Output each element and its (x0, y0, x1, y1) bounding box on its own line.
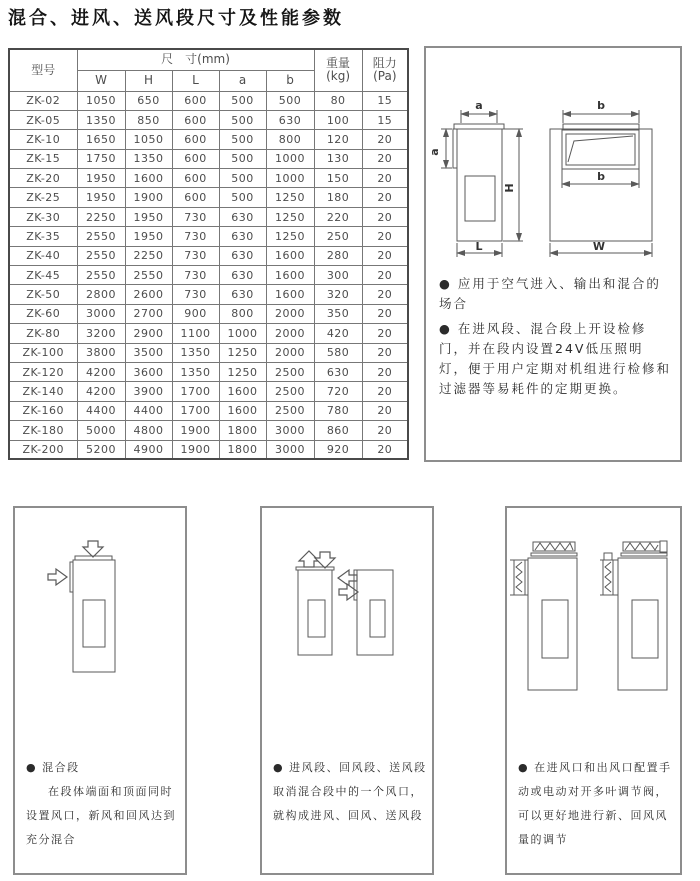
info-bullet-1: ● 应用于空气进入、输出和混合的场合 (439, 276, 661, 311)
table-cell: 20 (362, 130, 408, 149)
panel-body: ● 在进风口和出风口配置手动或电动对开多叶调节阀，可以更好地进行新、回风风量的调节 (518, 761, 672, 846)
table-cell: 20 (362, 188, 408, 207)
table-cell: 600 (172, 91, 219, 110)
table-row (9, 343, 408, 362)
damper-blade (568, 136, 633, 162)
access-door-left (308, 600, 325, 637)
table-cell: 20 (362, 362, 408, 381)
intake-return-supply-diagram (262, 508, 432, 750)
col-header-w: W (77, 70, 125, 91)
table-cell: 730 (172, 207, 219, 226)
table-cell: 600 (172, 149, 219, 168)
access-door (632, 600, 658, 658)
dim-label-a-left: a (428, 148, 441, 156)
table-cell: 4200 (77, 382, 125, 401)
side-top-flange (454, 124, 504, 129)
table-cell: 2600 (125, 285, 172, 304)
table-cell: ZK-60 (9, 304, 77, 323)
damper-option-note (518, 756, 676, 852)
unit-casing (618, 558, 667, 690)
side-access-door (465, 176, 495, 221)
table-cell: 20 (362, 421, 408, 440)
table-cell: 1950 (125, 207, 172, 226)
table-cell: ZK-20 (9, 169, 77, 188)
table-cell: 630 (314, 362, 362, 381)
table-cell: 4400 (77, 401, 125, 420)
table-cell: 1950 (77, 188, 125, 207)
table-cell: 420 (314, 324, 362, 343)
unit-casing-left (298, 570, 332, 655)
table-cell: ZK-160 (9, 401, 77, 420)
panel-body: 在段体端面和顶面同时设置风口，新风和回风达到充分混合 (26, 785, 176, 846)
intake-return-supply-note (273, 756, 428, 828)
side-damper-blades (605, 562, 611, 592)
table-cell: 20 (362, 324, 408, 343)
dim-label-b-top: b (597, 99, 605, 112)
table-cell: 15 (362, 110, 408, 129)
table-cell: 20 (362, 401, 408, 420)
table-cell: 600 (172, 130, 219, 149)
table-cell: 5000 (77, 421, 125, 440)
table-row (9, 382, 408, 401)
unit-casing-right (357, 570, 393, 655)
table-cell: 730 (172, 266, 219, 285)
table-cell: 630 (219, 285, 266, 304)
table-cell: 1600 (219, 382, 266, 401)
table-cell: 850 (125, 110, 172, 129)
table-cell: 2550 (125, 266, 172, 285)
col-header-b: b (266, 70, 314, 91)
side-damper-blades (516, 562, 522, 592)
table-cell: ZK-35 (9, 227, 77, 246)
table-cell: 780 (314, 401, 362, 420)
table-cell: 320 (314, 285, 362, 304)
table-row (9, 169, 408, 188)
table-cell: 2500 (266, 401, 314, 420)
table-cell: 1350 (172, 343, 219, 362)
table-cell: 2000 (266, 304, 314, 323)
table-cell: 730 (172, 227, 219, 246)
unit-with-motorized-dampers (600, 541, 667, 690)
table-cell: 20 (362, 285, 408, 304)
table-cell: 20 (362, 382, 408, 401)
table-cell: 900 (172, 304, 219, 323)
table-cell: 4800 (125, 421, 172, 440)
table-cell: 2250 (125, 246, 172, 265)
table-cell: 1900 (172, 440, 219, 459)
table-cell: 1950 (125, 227, 172, 246)
table-row (9, 227, 408, 246)
table-cell: 1700 (172, 401, 219, 420)
table-cell: 630 (219, 266, 266, 285)
mixing-section-note (26, 756, 181, 852)
table-cell: 1600 (266, 285, 314, 304)
table-row (9, 401, 408, 420)
unit-casing (528, 558, 577, 690)
table-cell: ZK-30 (9, 207, 77, 226)
dim-label-w: W (592, 240, 606, 253)
table-cell: 720 (314, 382, 362, 401)
table-cell: 4900 (125, 440, 172, 459)
table-row (9, 440, 408, 459)
table-cell: ZK-25 (9, 188, 77, 207)
table-cell: ZK-200 (9, 440, 77, 459)
table-cell: 630 (266, 110, 314, 129)
table-cell: 4200 (77, 362, 125, 381)
spec-table-body (9, 91, 408, 459)
table-cell: 150 (314, 169, 362, 188)
col-header-size-group: 尺 寸(mm) (77, 49, 314, 70)
table-cell: 1750 (77, 149, 125, 168)
table-cell: ZK-120 (9, 362, 77, 381)
col-header-weight-line2: (kg) (326, 69, 351, 84)
damper-opening-outer (562, 130, 639, 169)
unit-with-manual-dampers (510, 542, 577, 690)
table-cell: 1250 (219, 343, 266, 362)
table-cell: 20 (362, 246, 408, 265)
table-cell: 2500 (266, 382, 314, 401)
table-cell: 1350 (77, 110, 125, 129)
table-cell: 2550 (77, 227, 125, 246)
table-cell: 1250 (266, 227, 314, 246)
table-cell: 600 (172, 169, 219, 188)
table-cell: 730 (172, 285, 219, 304)
table-cell: 4400 (125, 401, 172, 420)
airflow-down-arrow-icon (315, 552, 335, 568)
table-row (9, 362, 408, 381)
table-cell: 2250 (77, 207, 125, 226)
table-cell: ZK-180 (9, 421, 77, 440)
table-row (9, 285, 408, 304)
table-cell: 860 (314, 421, 362, 440)
table-row (9, 421, 408, 440)
table-cell: 2550 (77, 246, 125, 265)
table-cell: ZK-45 (9, 266, 77, 285)
table-cell: 1800 (219, 421, 266, 440)
front-casing (550, 129, 652, 241)
table-cell: 20 (362, 440, 408, 459)
table-row (9, 304, 408, 323)
col-header-model: 型号 (9, 49, 77, 91)
table-cell: 1900 (172, 421, 219, 440)
table-cell: 120 (314, 130, 362, 149)
side-opening-flange (70, 562, 73, 592)
spec-table (8, 48, 409, 460)
table-cell: 1250 (219, 362, 266, 381)
table-cell: 3000 (266, 421, 314, 440)
table-cell: 3000 (77, 304, 125, 323)
table-cell: 1000 (266, 169, 314, 188)
intake-return-supply-panel (260, 506, 434, 875)
table-cell: 1000 (266, 149, 314, 168)
airflow-down-arrow-icon (83, 541, 103, 557)
table-cell: 500 (219, 188, 266, 207)
table-cell: 3800 (77, 343, 125, 362)
side-damper-actuator (604, 553, 612, 560)
table-cell: 20 (362, 227, 408, 246)
top-flange (621, 553, 667, 556)
table-cell: 20 (362, 207, 408, 226)
table-cell: 1350 (125, 149, 172, 168)
table-cell: 1600 (266, 246, 314, 265)
table-cell: ZK-15 (9, 149, 77, 168)
table-cell: 2800 (77, 285, 125, 304)
table-row (9, 91, 408, 110)
col-header-resistance (362, 49, 408, 91)
table-cell: 20 (362, 343, 408, 362)
mixing-section-diagram (15, 508, 185, 750)
table-row (9, 149, 408, 168)
table-cell: 580 (314, 343, 362, 362)
table-cell: ZK-100 (9, 343, 77, 362)
info-bullet-list (426, 262, 680, 399)
side-left-flange (453, 129, 457, 168)
table-cell: 2900 (125, 324, 172, 343)
col-header-resistance-line1: 阻力 (372, 56, 397, 71)
table-cell: 350 (314, 304, 362, 323)
table-row (9, 246, 408, 265)
access-door-right (370, 600, 385, 637)
dimension-info-panel (424, 46, 682, 462)
col-header-a: a (219, 70, 266, 91)
table-cell: 220 (314, 207, 362, 226)
table-cell: 1900 (125, 188, 172, 207)
table-cell: 730 (172, 246, 219, 265)
page-title: 混合、进风、送风段尺寸及性能参数 (8, 8, 344, 29)
table-cell: 1250 (266, 207, 314, 226)
top-flange (531, 553, 577, 556)
table-cell: 800 (219, 304, 266, 323)
table-cell: 80 (314, 91, 362, 110)
table-cell: 100 (314, 110, 362, 129)
table-cell: 2500 (266, 362, 314, 381)
col-header-resistance-line2: (Pa) (373, 69, 397, 84)
table-cell: 1600 (266, 266, 314, 285)
table-cell: 1050 (77, 91, 125, 110)
table-cell: 500 (219, 149, 266, 168)
table-cell: 300 (314, 266, 362, 285)
table-cell: 630 (219, 246, 266, 265)
airflow-right-arrow-icon (48, 569, 67, 585)
table-cell: 630 (219, 227, 266, 246)
table-cell: 600 (172, 110, 219, 129)
table-cell: 2700 (125, 304, 172, 323)
table-cell: 1050 (125, 130, 172, 149)
table-cell: 500 (219, 169, 266, 188)
col-header-l: L (172, 70, 219, 91)
table-cell: ZK-05 (9, 110, 77, 129)
table-cell: ZK-02 (9, 91, 77, 110)
table-cell: 3200 (77, 324, 125, 343)
table-cell: 20 (362, 304, 408, 323)
side-view-drawing (428, 99, 523, 257)
table-row (9, 324, 408, 343)
table-cell: ZK-50 (9, 285, 77, 304)
damper-option-diagram (507, 508, 680, 750)
table-cell: ZK-140 (9, 382, 77, 401)
table-cell: 1250 (266, 188, 314, 207)
table-cell: 1000 (219, 324, 266, 343)
table-cell: 600 (172, 188, 219, 207)
table-cell: 500 (219, 110, 266, 129)
front-view-drawing (550, 99, 652, 257)
damper-option-panel (505, 506, 682, 875)
table-cell: 3000 (266, 440, 314, 459)
table-cell: 5200 (77, 440, 125, 459)
table-cell: 2000 (266, 324, 314, 343)
table-row (9, 130, 408, 149)
unit-casing (73, 560, 115, 672)
col-header-weight-line1: 重量 (326, 56, 351, 71)
dim-label-h: H (503, 183, 516, 193)
table-cell: 1600 (219, 401, 266, 420)
table-cell: 650 (125, 91, 172, 110)
table-cell: 280 (314, 246, 362, 265)
table-cell: 15 (362, 91, 408, 110)
top-damper-blades (625, 543, 658, 550)
table-cell: 250 (314, 227, 362, 246)
dim-label-l: L (475, 240, 483, 253)
table-cell: 20 (362, 266, 408, 285)
table-cell: ZK-40 (9, 246, 77, 265)
table-cell: 1600 (125, 169, 172, 188)
table-header-row-1 (9, 49, 408, 70)
table-cell: 920 (314, 440, 362, 459)
col-header-weight (314, 49, 362, 91)
info-bullet-2: ● 在进风段、混合段上开设检修门，并在段内设置24V低压照明灯，便于用户定期对机组进行检修和过滤器等易耗件的定期更换。 (439, 321, 672, 396)
table-cell: 500 (266, 91, 314, 110)
table-cell: 3500 (125, 343, 172, 362)
panel-heading: ● 混合段 (26, 761, 80, 774)
table-cell: 20 (362, 149, 408, 168)
table-row (9, 188, 408, 207)
dimension-drawing (426, 62, 680, 262)
top-damper-actuator (660, 541, 667, 552)
panel-body: ● 进风段、回风段、送风段取消混合段中的一个风口，就构成进风、回风、送风段 (273, 761, 427, 822)
table-cell: 20 (362, 169, 408, 188)
table-cell: 500 (219, 130, 266, 149)
table-cell: 1100 (172, 324, 219, 343)
table-cell: 3900 (125, 382, 172, 401)
table-cell: 180 (314, 188, 362, 207)
table-cell: 630 (219, 207, 266, 226)
table-cell: 2000 (266, 343, 314, 362)
mixing-section-panel (13, 506, 187, 875)
dim-label-a-top: a (475, 99, 483, 112)
table-row (9, 110, 408, 129)
table-cell: 1350 (172, 362, 219, 381)
table-cell: 1700 (172, 382, 219, 401)
access-door (83, 600, 105, 647)
table-cell: ZK-80 (9, 324, 77, 343)
table-cell: 500 (219, 91, 266, 110)
table-cell: ZK-10 (9, 130, 77, 149)
front-top-flange (563, 124, 639, 129)
table-cell: 130 (314, 149, 362, 168)
table-cell: 1950 (77, 169, 125, 188)
table-cell: 1650 (77, 130, 125, 149)
airflow-right-arrow-icon (339, 584, 358, 600)
table-cell: 800 (266, 130, 314, 149)
dim-label-b-mid: b (597, 170, 605, 183)
table-cell: 1800 (219, 440, 266, 459)
access-door (542, 600, 568, 658)
table-cell: 2550 (77, 266, 125, 285)
top-damper-blades (535, 543, 573, 550)
col-header-h: H (125, 70, 172, 91)
table-row (9, 266, 408, 285)
table-row (9, 207, 408, 226)
table-cell: 3600 (125, 362, 172, 381)
